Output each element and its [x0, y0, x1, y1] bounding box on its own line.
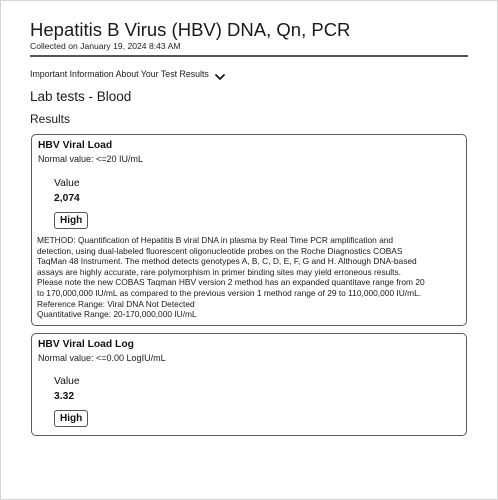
- normal-range: Normal value: <=0.00 LogIU/mL: [38, 353, 166, 363]
- comment-line: METHOD: Quantification of Hepatitis B viral DNA in plasma by Real Time PCR amplification and: [37, 235, 394, 245]
- collected-date: Collected on January 19, 2024 8:43 AM: [30, 41, 181, 51]
- result-name: HBV Viral Load: [38, 140, 113, 151]
- result-comments: [37, 235, 463, 320]
- high-flag-badge: High: [54, 212, 88, 229]
- result-value: 3.32: [54, 391, 75, 402]
- chevron-down-icon: [215, 69, 225, 79]
- high-flag-badge: High: [54, 410, 88, 427]
- page-title: Hepatitis B Virus (HBV) DNA, Qn, PCR: [30, 19, 351, 40]
- result-card-viral-load-log: [31, 333, 467, 436]
- important-info-toggle[interactable]: [30, 67, 225, 81]
- value-label: Value: [54, 178, 80, 189]
- result-name: HBV Viral Load Log: [38, 339, 134, 350]
- value-label: Value: [54, 376, 80, 387]
- comment-line: Reference Range: Viral DNA Not Detected: [37, 298, 195, 309]
- comment-line: Quantitative Range: 20-170,000,000 IU/mL: [37, 309, 197, 320]
- comment-line: to 170,000,000 IU/mL as compared to the previous version 1 method range of 29 to 110,000,000 IU/mL.: [37, 287, 422, 298]
- normal-range: Normal value: <=20 IU/mL: [38, 154, 144, 164]
- results-heading: Results: [30, 112, 71, 126]
- important-info-label: Important Information About Your Test Results: [30, 69, 209, 79]
- comment-line: TaqMan 48 Instrument. The method detects genotypes A, B, C, D, E, F, G and H. Although DNA-based: [37, 256, 417, 267]
- section-title: Lab tests - Blood: [30, 89, 132, 104]
- result-value: 2,074: [54, 193, 80, 204]
- header-divider: [30, 55, 468, 57]
- result-card-viral-load: [31, 134, 467, 326]
- comment-line: assays are highly accurate, rare polymorphism in primer binding sites may yield erroneous results.: [37, 266, 402, 277]
- comment-line: Please note the new COBAS Taqman HBV version 2 method has an expanded quantitave range from 20: [37, 277, 425, 288]
- comment-line: detection, using dual-labeled fluorescent oligonucleotide probes on the Roche Diagnostics COBAS: [37, 245, 403, 256]
